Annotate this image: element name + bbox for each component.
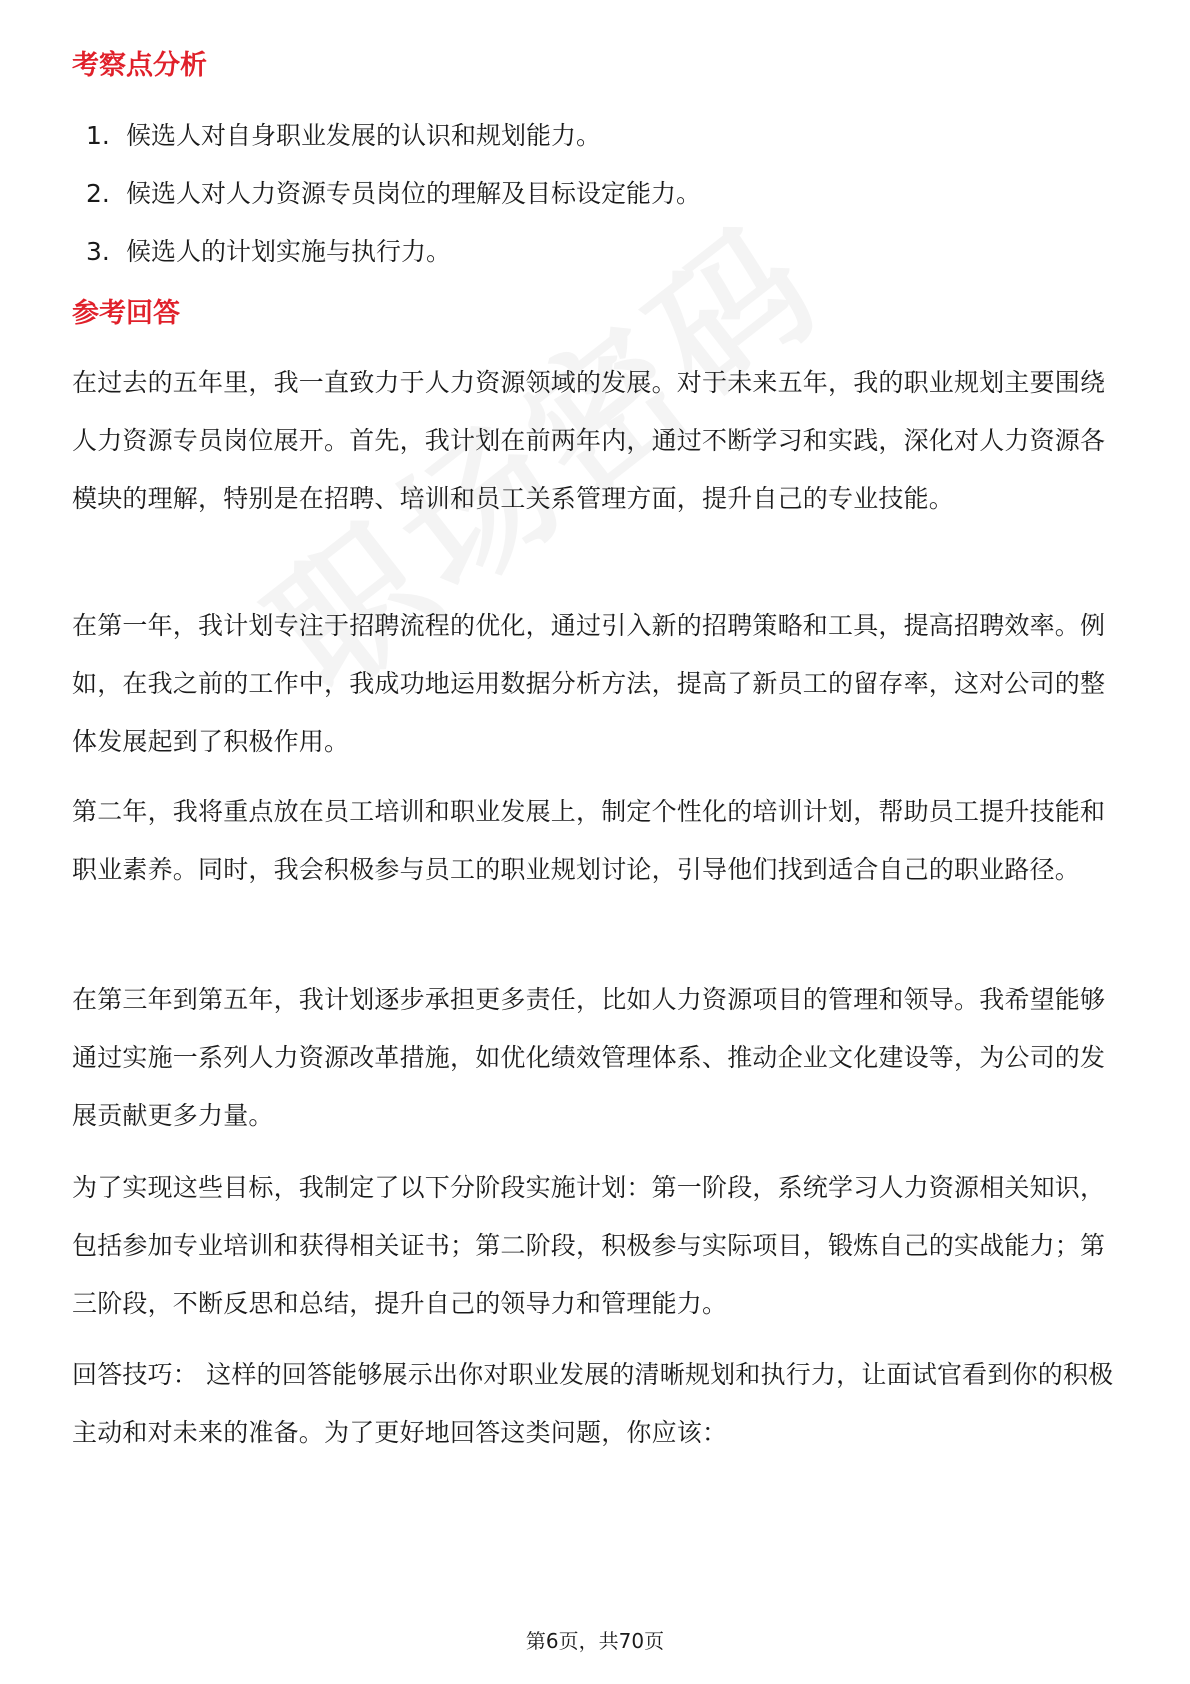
list-number: 3.: [86, 237, 110, 266]
list-number: 1.: [86, 121, 110, 150]
list-text: 候选人的计划实施与执行力。: [126, 237, 452, 266]
answer-title: 参考回答: [72, 298, 180, 329]
list-item: [86, 234, 701, 292]
list-number: 2.: [86, 179, 110, 208]
list-item: [86, 118, 701, 176]
list-text: 候选人对人力资源专员岗位的理解及目标设定能力。: [126, 179, 702, 208]
list-text: 候选人对自身职业发展的认识和规划能力。: [126, 121, 602, 150]
paragraph-1: 在过去的五年里，我一直致力于人力资源领域的发展。对于未来五年，我的职业规划主要围绕人力资源专员岗位展开。首先，我计划在前两年内，通过不断学习和实践，深化对人力资源各模块的理解，特别是在招聘、培训和员工关系管理方面，提升自己的专业技能。: [72, 368, 1106, 513]
paragraph-5: 为了实现这些目标，我制定了以下分阶段实施计划：第一阶段，系统学习人力资源相关知识，包括参加专业培训和获得相关证书；第二阶段，积极参与实际项目，锻炼自己的实战能力；第三阶段，不断反思和总结，提升自己的领导力和管理能力。: [72, 1173, 1106, 1318]
analysis-list: [86, 118, 701, 292]
paragraph-4: 在第三年到第五年，我计划逐步承担更多责任，比如人力资源项目的管理和领导。我希望能够通过实施一系列人力资源改革措施，如优化绩效管理体系、推动企业文化建设等，为公司的发展贡献更多力量。: [72, 985, 1106, 1130]
paragraph-3: 第二年，我将重点放在员工培训和职业发展上，制定个性化的培训计划，帮助员工提升技能和职业素养。同时，我会积极参与员工的职业规划讨论，引导他们找到适合自己的职业路径。: [72, 797, 1106, 884]
list-item: [86, 176, 701, 234]
paragraph-6: 回答技巧： 这样的回答能够展示出你对职业发展的清晰规划和执行力，让面试官看到你的积极主动和对未来的准备。为了更好地回答这类问题，你应该：: [72, 1360, 1114, 1447]
page-number: 第6页，共70页: [525, 1629, 665, 1653]
paragraph-2: 在第一年，我计划专注于招聘流程的优化，通过引入新的招聘策略和工具，提高招聘效率。例如，在我之前的工作中，我成功地运用数据分析方法，提高了新员工的留存率，这对公司的整体发展起到了积极作用。: [72, 611, 1106, 756]
analysis-title: 考察点分析: [72, 50, 207, 81]
